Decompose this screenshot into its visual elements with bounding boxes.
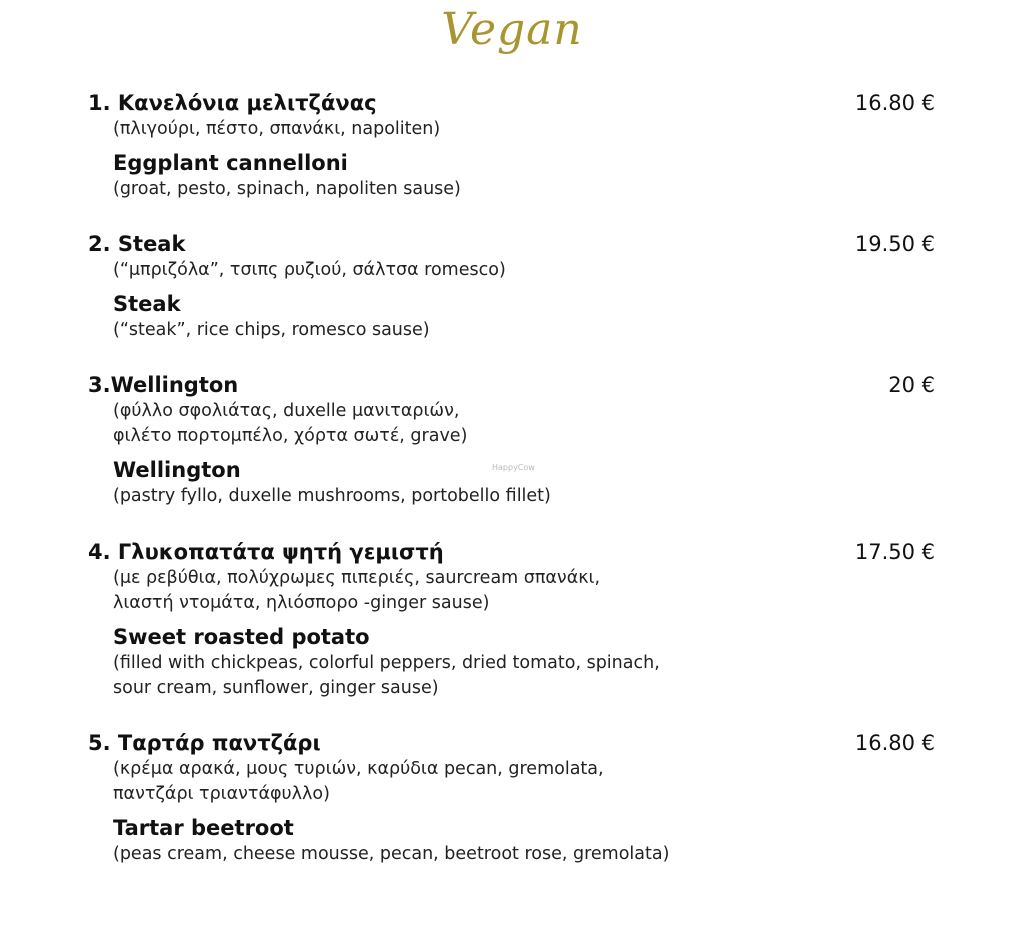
item-description-greek: (φύλλο σφολιάτας, duxelle μανιταριών, — [113, 401, 460, 421]
menu-item-1 — [0, 89, 1024, 202]
menu-item-header — [0, 371, 1024, 399]
item-description-english: (peas cream, cheese mousse, pecan, beetroot rose, gremolata) — [113, 844, 670, 864]
menu-item-5 — [0, 729, 1024, 867]
happycow-watermark: HappyCow — [492, 463, 535, 472]
item-description-greek: φιλέτο πορτομπέλο, χόρτα σωτέ, grave) — [113, 426, 468, 446]
item-description-greek: παντζάρι τριαντάφυλλο) — [113, 784, 330, 804]
item-description-greek: (κρέμα αρακά, μους τυριών, καρύδια pecan, gremolata, — [113, 759, 604, 779]
item-name-english: Wellington — [113, 458, 241, 482]
item-description-greek: (πλιγούρι, πέστο, σπανάκι, napoliten) — [113, 119, 441, 139]
item-name-english: Eggplant cannelloni — [113, 151, 348, 175]
item-price: 16.80 € — [854, 731, 935, 755]
item-description-english: (“steak”, rice chips, romesco sause) — [113, 320, 430, 340]
menu-item-header — [0, 89, 1024, 117]
item-price: 17.50 € — [854, 540, 935, 564]
menu-item-3 — [0, 371, 1024, 509]
item-description-greek: (με ρεβύθια, πολύχρωμες πιπεριές, saurcream σπανάκι, — [113, 568, 601, 588]
item-description-english: (pastry fyllo, duxelle mushrooms, portobello fillet) — [113, 486, 551, 506]
item-name-greek: 4. Γλυκοπατάτα ψητή γεμιστή — [88, 540, 444, 564]
item-description-greek: (“μπριζόλα”, τσιπς ρυζιού, σάλτσα romesco) — [113, 260, 506, 280]
menu-item-4 — [0, 538, 1024, 701]
menu-item-header — [0, 230, 1024, 258]
item-name-greek: 1. Κανελόνια μελιτζάνας — [88, 91, 377, 115]
menu-item-2 — [0, 230, 1024, 343]
item-name-greek: 5. Ταρτάρ παντζάρι — [88, 731, 321, 755]
menu-section-title: Vegan — [441, 4, 583, 55]
item-name-greek: 3.Wellington — [88, 373, 239, 397]
item-description-english: sour cream, sunflower, ginger sause) — [113, 678, 439, 698]
menu-item-header — [0, 729, 1024, 757]
item-price: 20 € — [888, 373, 935, 397]
item-name-english: Steak — [113, 292, 181, 316]
item-name-greek: 2. Steak — [88, 232, 186, 256]
item-description-english: (groat, pesto, spinach, napoliten sause) — [113, 179, 461, 199]
item-price: 19.50 € — [854, 232, 935, 256]
item-name-english: Sweet roasted potato — [113, 625, 370, 649]
item-description-greek: λιαστή ντομάτα, ηλιόσπορο -ginger sause) — [113, 593, 490, 613]
item-description-english: (filled with chickpeas, colorful peppers, dried tomato, spinach, — [113, 653, 660, 673]
item-price: 16.80 € — [854, 91, 935, 115]
item-name-english: Tartar beetroot — [113, 816, 294, 840]
menu-item-header — [0, 538, 1024, 566]
